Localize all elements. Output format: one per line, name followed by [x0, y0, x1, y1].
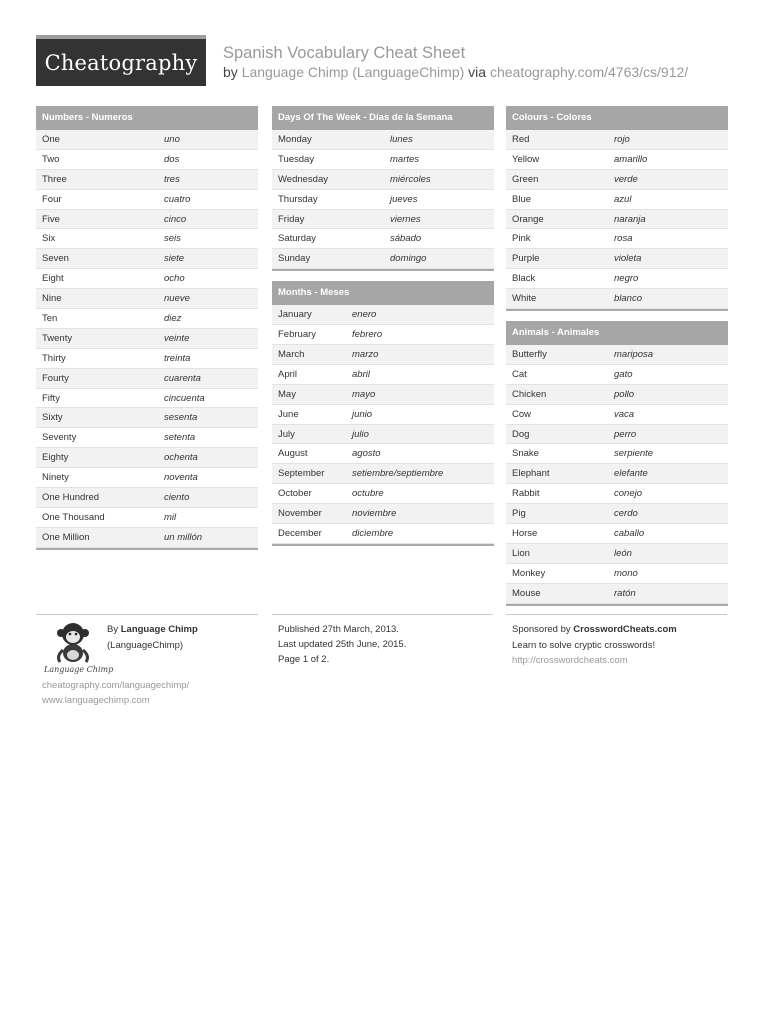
spanish-word: blanco — [614, 293, 642, 305]
table-row — [36, 528, 258, 548]
table-row — [272, 444, 494, 464]
column-3 — [506, 106, 728, 616]
table-row — [506, 130, 728, 150]
section-rows — [272, 130, 494, 269]
spanish-word: diez — [164, 312, 182, 324]
table-row — [506, 405, 728, 425]
spanish-word: miércoles — [390, 173, 431, 185]
page-title: Spanish Vocabulary Cheat Sheet — [223, 44, 466, 62]
table-row — [36, 309, 258, 329]
english-word: Ninety — [42, 472, 69, 484]
table-row — [36, 329, 258, 349]
sponsor-name[interactable]: CrosswordCheats.com — [573, 624, 677, 635]
spanish-word: negro — [614, 273, 639, 285]
table-row — [506, 229, 728, 249]
english-word: Five — [42, 213, 60, 225]
spanish-word: ocho — [164, 273, 185, 285]
spanish-word: ratón — [614, 587, 636, 599]
footer-profile-link[interactable]: cheatography.com/languagechimp/ — [42, 680, 190, 691]
spanish-word: marzo — [352, 348, 379, 360]
spanish-word: martes — [390, 153, 420, 165]
spanish-word: setenta — [164, 432, 196, 444]
table-row — [506, 524, 728, 544]
english-word: October — [278, 488, 312, 500]
table-row — [272, 130, 494, 150]
footer-page-number: Page 1 of 2. — [278, 654, 330, 665]
spanish-word: febrero — [352, 329, 383, 341]
spanish-word: violeta — [614, 253, 642, 265]
english-word: Mouse — [512, 587, 541, 599]
section-title: Months - Meses — [272, 281, 494, 305]
spanish-word: agosto — [352, 448, 381, 460]
english-word: Two — [42, 153, 60, 165]
logo-text: Cheatography — [44, 50, 198, 75]
table-row — [36, 428, 258, 448]
table-row — [272, 325, 494, 345]
section-colours — [506, 106, 728, 311]
sponsored-prefix: Sponsored by — [512, 624, 571, 635]
table-row — [506, 444, 728, 464]
spanish-word: cinco — [164, 213, 187, 225]
english-word: Fifty — [42, 392, 60, 404]
english-word: Chicken — [512, 388, 547, 400]
table-row — [36, 369, 258, 389]
table-row — [272, 229, 494, 249]
english-word: January — [278, 309, 312, 321]
section-rows — [506, 345, 728, 604]
spanish-word: un millón — [164, 531, 203, 543]
english-word: Monkey — [512, 567, 546, 579]
section-title: Days Of The Week - Días de la Semana — [272, 106, 494, 130]
table-row — [506, 345, 728, 365]
spanish-word: azul — [614, 193, 632, 205]
section-animals — [506, 321, 728, 606]
english-word: Eighty — [42, 452, 69, 464]
spanish-word: jueves — [390, 193, 418, 205]
english-word: Pig — [512, 508, 526, 520]
table-row — [36, 269, 258, 289]
table-row — [36, 389, 258, 409]
table-row — [36, 349, 258, 369]
table-row — [506, 464, 728, 484]
table-row — [506, 289, 728, 309]
table-row — [272, 504, 494, 524]
english-word: April — [278, 368, 298, 380]
spanish-word: lunes — [390, 133, 413, 145]
table-row — [506, 170, 728, 190]
spanish-word: mil — [164, 511, 177, 523]
english-word: Cat — [512, 368, 527, 380]
spanish-word: rosa — [614, 233, 633, 245]
english-word: September — [278, 468, 325, 480]
footer-by-word: By — [107, 624, 119, 635]
table-row — [506, 190, 728, 210]
footer-author-name[interactable]: Language Chimp — [120, 624, 198, 635]
english-word: Snake — [512, 448, 539, 460]
english-word: Saturday — [278, 233, 317, 245]
section-numbers — [36, 106, 258, 550]
spanish-word: domingo — [390, 253, 427, 265]
footer-divider — [506, 614, 727, 615]
spanish-word: perro — [614, 428, 637, 440]
section-rows — [506, 130, 728, 309]
english-word: One Hundred — [42, 491, 100, 503]
author-link[interactable]: Language Chimp (LanguageChimp) — [241, 64, 465, 80]
table-row — [36, 190, 258, 210]
column-2 — [272, 106, 494, 556]
english-word: Six — [42, 233, 56, 245]
spanish-word: veinte — [164, 332, 190, 344]
english-word: Thursday — [278, 193, 318, 205]
spanish-word: sesenta — [164, 412, 198, 424]
spanish-word: león — [614, 547, 632, 559]
table-row — [506, 584, 728, 604]
footer-divider — [36, 614, 258, 615]
table-row — [506, 504, 728, 524]
table-row — [36, 289, 258, 309]
spanish-word: nueve — [164, 293, 190, 305]
english-word: Wednesday — [278, 173, 328, 185]
table-row — [36, 150, 258, 170]
table-row — [36, 229, 258, 249]
spanish-word: elefante — [614, 468, 648, 480]
table-row — [272, 365, 494, 385]
spanish-word: julio — [352, 428, 369, 440]
english-word: March — [278, 348, 305, 360]
table-row — [36, 170, 258, 190]
english-word: Seventy — [42, 432, 77, 444]
table-row — [36, 130, 258, 150]
english-word: One Million — [42, 531, 90, 543]
table-row — [272, 210, 494, 230]
column-1 — [36, 106, 258, 560]
spanish-word: enero — [352, 309, 377, 321]
section-rows — [36, 130, 258, 548]
table-row — [272, 305, 494, 325]
spanish-word: sábado — [390, 233, 422, 245]
english-word: Seven — [42, 253, 69, 265]
table-row — [506, 385, 728, 405]
spanish-word: naranja — [614, 213, 646, 225]
table-row — [272, 190, 494, 210]
table-row — [506, 544, 728, 564]
table-row — [36, 408, 258, 428]
spanish-word: diciembre — [352, 527, 394, 539]
table-row — [36, 210, 258, 230]
spanish-word: caballo — [614, 527, 645, 539]
table-row — [272, 484, 494, 504]
spanish-word: setiembre/septiembre — [352, 468, 444, 480]
english-word: Pink — [512, 233, 531, 245]
table-row — [506, 425, 728, 445]
english-word: Dog — [512, 428, 530, 440]
english-word: Elephant — [512, 468, 550, 480]
english-word: Purple — [512, 253, 540, 265]
section-days — [272, 106, 494, 271]
english-word: Tuesday — [278, 153, 315, 165]
english-word: Eight — [42, 273, 64, 285]
english-word: White — [512, 293, 537, 305]
table-row — [36, 488, 258, 508]
spanish-word: junio — [352, 408, 373, 420]
spanish-word: seis — [164, 233, 181, 245]
section-rows — [272, 305, 494, 544]
english-word: Cow — [512, 408, 532, 420]
spanish-word: viernes — [390, 213, 421, 225]
english-word: Lion — [512, 547, 530, 559]
spanish-word: pollo — [614, 388, 635, 400]
spanish-word: uno — [164, 133, 180, 145]
english-word: One Thousand — [42, 511, 105, 523]
footer-published: Published 27th March, 2013. — [278, 624, 399, 635]
section-title: Numbers - Numeros — [36, 106, 258, 130]
english-word: Rabbit — [512, 488, 540, 500]
english-word: Yellow — [512, 153, 540, 165]
spanish-word: noviembre — [352, 508, 397, 520]
byline — [223, 64, 688, 80]
english-word: Thirty — [42, 352, 66, 364]
spanish-word: mono — [614, 567, 638, 579]
table-row — [36, 448, 258, 468]
spanish-word: ochenta — [164, 452, 198, 464]
spanish-word: vaca — [614, 408, 635, 420]
table-row — [506, 564, 728, 584]
english-word: Horse — [512, 527, 538, 539]
english-word: One — [42, 133, 60, 145]
spanish-word: cerdo — [614, 508, 638, 520]
english-word: July — [278, 428, 295, 440]
by-word: by — [223, 64, 238, 80]
table-row — [36, 468, 258, 488]
spanish-word: dos — [164, 153, 180, 165]
table-row — [272, 249, 494, 269]
section-months — [272, 281, 494, 546]
english-word: February — [278, 329, 317, 341]
spanish-word: octubre — [352, 488, 384, 500]
english-word: Three — [42, 173, 67, 185]
english-word: Green — [512, 173, 539, 185]
footer-website-link[interactable]: www.languagechimp.com — [42, 695, 150, 706]
spanish-word: serpiente — [614, 448, 654, 460]
spanish-word: siete — [164, 253, 185, 265]
table-row — [272, 405, 494, 425]
english-word: Butterfly — [512, 348, 547, 360]
table-row — [272, 464, 494, 484]
english-word: Sunday — [278, 253, 311, 265]
table-row — [506, 210, 728, 230]
spanish-word: cuatro — [164, 193, 191, 205]
english-word: Ten — [42, 312, 58, 324]
english-word: Orange — [512, 213, 544, 225]
english-word: Four — [42, 193, 62, 205]
sheet-url-link[interactable]: cheatography.com/4763/cs/912/ — [489, 64, 689, 80]
english-word: Blue — [512, 193, 532, 205]
english-word: June — [278, 408, 299, 420]
table-row — [272, 385, 494, 405]
english-word: Black — [512, 273, 536, 285]
table-row — [272, 170, 494, 190]
table-row — [506, 365, 728, 385]
table-row — [506, 484, 728, 504]
english-word: Red — [512, 133, 530, 145]
spanish-word: cuarenta — [164, 372, 201, 384]
english-word: November — [278, 508, 322, 520]
table-row — [506, 150, 728, 170]
english-word: December — [278, 527, 322, 539]
section-title: Colours - Colores — [506, 106, 728, 130]
spanish-word: tres — [164, 173, 180, 185]
spanish-word: noventa — [164, 472, 198, 484]
spanish-word: verde — [614, 173, 638, 185]
spanish-word: amarillo — [614, 153, 648, 165]
spanish-word: treinta — [164, 352, 191, 364]
footer-author-line — [107, 622, 198, 637]
english-word: Twenty — [42, 332, 73, 344]
spanish-word: mayo — [352, 388, 376, 400]
table-row — [272, 425, 494, 445]
spanish-word: cincuenta — [164, 392, 205, 404]
footer-divider — [272, 614, 493, 615]
table-row — [506, 249, 728, 269]
logo-caption: Language Chimp — [44, 665, 114, 674]
table-row — [36, 508, 258, 528]
footer-sponsor-line — [512, 622, 677, 637]
spanish-word: mariposa — [614, 348, 654, 360]
spanish-word: gato — [614, 368, 633, 380]
spanish-word: conejo — [614, 488, 642, 500]
english-word: August — [278, 448, 308, 460]
table-row — [272, 345, 494, 365]
table-row — [36, 249, 258, 269]
table-row — [506, 269, 728, 289]
sponsor-tagline: Learn to solve cryptic crosswords! — [512, 640, 656, 651]
cheatography-logo[interactable] — [36, 35, 206, 86]
english-word: May — [278, 388, 296, 400]
via-word: via — [468, 64, 487, 80]
english-word: Nine — [42, 293, 62, 305]
footer-updated: Last updated 25th June, 2015. — [278, 639, 407, 650]
english-word: Sixty — [42, 412, 63, 424]
spanish-word: ciento — [164, 491, 190, 503]
spanish-word: rojo — [614, 133, 630, 145]
sponsor-url-link[interactable]: http://crosswordcheats.com — [512, 655, 628, 666]
english-word: Friday — [278, 213, 305, 225]
english-word: Fourty — [42, 372, 69, 384]
spanish-word: abril — [352, 368, 370, 380]
section-title: Animals - Animales — [506, 321, 728, 345]
table-row — [272, 150, 494, 170]
table-row — [272, 524, 494, 544]
footer-author-handle: (LanguageChimp) — [107, 640, 184, 651]
english-word: Monday — [278, 133, 312, 145]
